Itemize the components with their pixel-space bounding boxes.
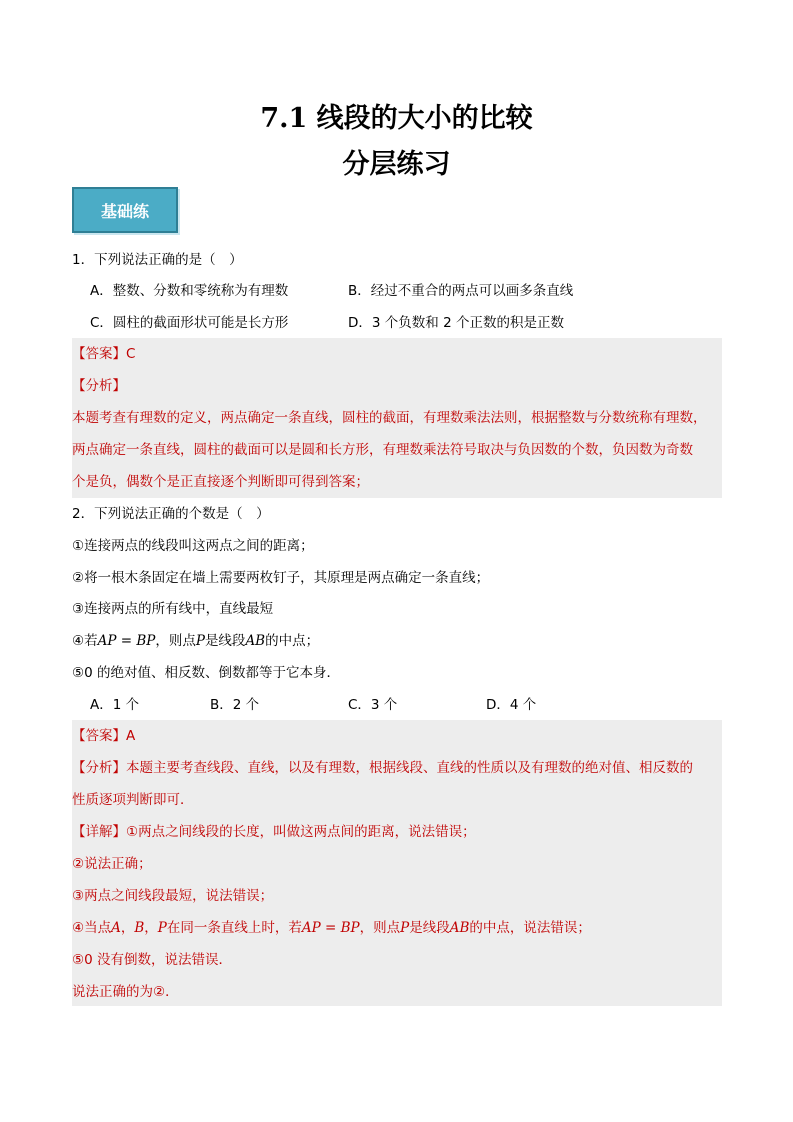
q2-statement-2: ②将一根木条固定在墙上需要两枚钉子，其原理是两点确定一条直线；	[72, 570, 490, 586]
q2-analysis-line-2: 性质逐项判断即可．	[72, 792, 194, 808]
q1-analysis-line-2: 两点确定一条直线，圆柱的截面可以是圆和长方形，有理数乘法符号取决与负因数的个数，负因数为奇数	[72, 442, 693, 458]
q2-statement-4: ④若AP = BP，则点P是线段AB的中点；	[72, 633, 320, 649]
q2-answer	[72, 727, 135, 745]
q2-answer-value: A	[126, 728, 136, 744]
section-badge: 基础练	[72, 187, 178, 233]
q1-option-b: B．经过不重合的两点可以画多条直线	[348, 283, 574, 299]
page-subtitle: 分层练习	[342, 149, 451, 180]
q2-analysis-line-1: 【分析】本题主要考查线段、直线，以及有理数，根据线段、直线的性质以及有理数的绝对值、相反数的	[72, 760, 693, 776]
math-expr: AP = BP	[97, 633, 156, 649]
q2-detail-label: 【详解】	[72, 824, 126, 840]
q2-stem: 2．下列说法正确的个数是（ ）	[72, 506, 270, 522]
q1-option-c: C．圆柱的截面形状可能是长方形	[90, 315, 289, 331]
page-title: 7.1 线段的大小的比较	[260, 103, 533, 134]
q2-statement-5: ⑤0 的绝对值、相反数、倒数都等于它本身．	[72, 665, 340, 681]
q2-analysis-label: 【分析】	[72, 760, 126, 776]
q2-option-d: D．4 个	[486, 697, 537, 713]
q1-option-d: D．3 个负数和 2 个正数的积是正数	[348, 315, 564, 331]
q2-conclusion: 说法正确的为②．	[72, 984, 179, 1000]
q2-detail-5: ⑤0 没有倒数，说法错误．	[72, 952, 232, 968]
math-var: AB	[245, 633, 266, 649]
q2-detail-3: ③两点之间线段最短，说法错误；	[72, 888, 274, 904]
q1-answer	[72, 345, 135, 363]
q2-detail-2: ②说法正确；	[72, 856, 152, 872]
q1-analysis-line-3: 个是负，偶数个是正直接逐个判断即可得到答案；	[72, 474, 369, 490]
q2-option-c: C．3 个	[348, 697, 398, 713]
q1-option-a: A．整数、分数和零统称为有理数	[90, 283, 289, 299]
q2-statement-1: ①连接两点的线段叫这两点之间的距离；	[72, 538, 314, 554]
q1-analysis-line-1: 本题考查有理数的定义，两点确定一条直线，圆柱的截面，有理数乘法法则，根据整数与分数统称有理数，	[72, 410, 707, 426]
q1-answer-value: C	[126, 346, 136, 362]
q2-detail-4: ④当点A，B，P在同一条直线上时，若AP = BP，则点P是线段AB的中点，说法错误；	[72, 920, 591, 936]
q1-answer-label: 【答案】	[72, 346, 126, 362]
q1-analysis-label: 【分析】	[72, 378, 126, 394]
q1-stem: 1．下列说法正确的是（ ）	[72, 252, 243, 268]
math-var: P	[195, 633, 205, 649]
q2-option-a: A．1 个	[90, 697, 140, 713]
q2-answer-label: 【答案】	[72, 728, 126, 744]
q2-statement-3: ③连接两点的所有线中，直线最短	[72, 601, 274, 617]
q2-option-b: B．2 个	[210, 697, 260, 713]
q2-detail-1: 【详解】①两点之间线段的长度，叫做这两点间的距离，说法错误；	[72, 824, 476, 840]
